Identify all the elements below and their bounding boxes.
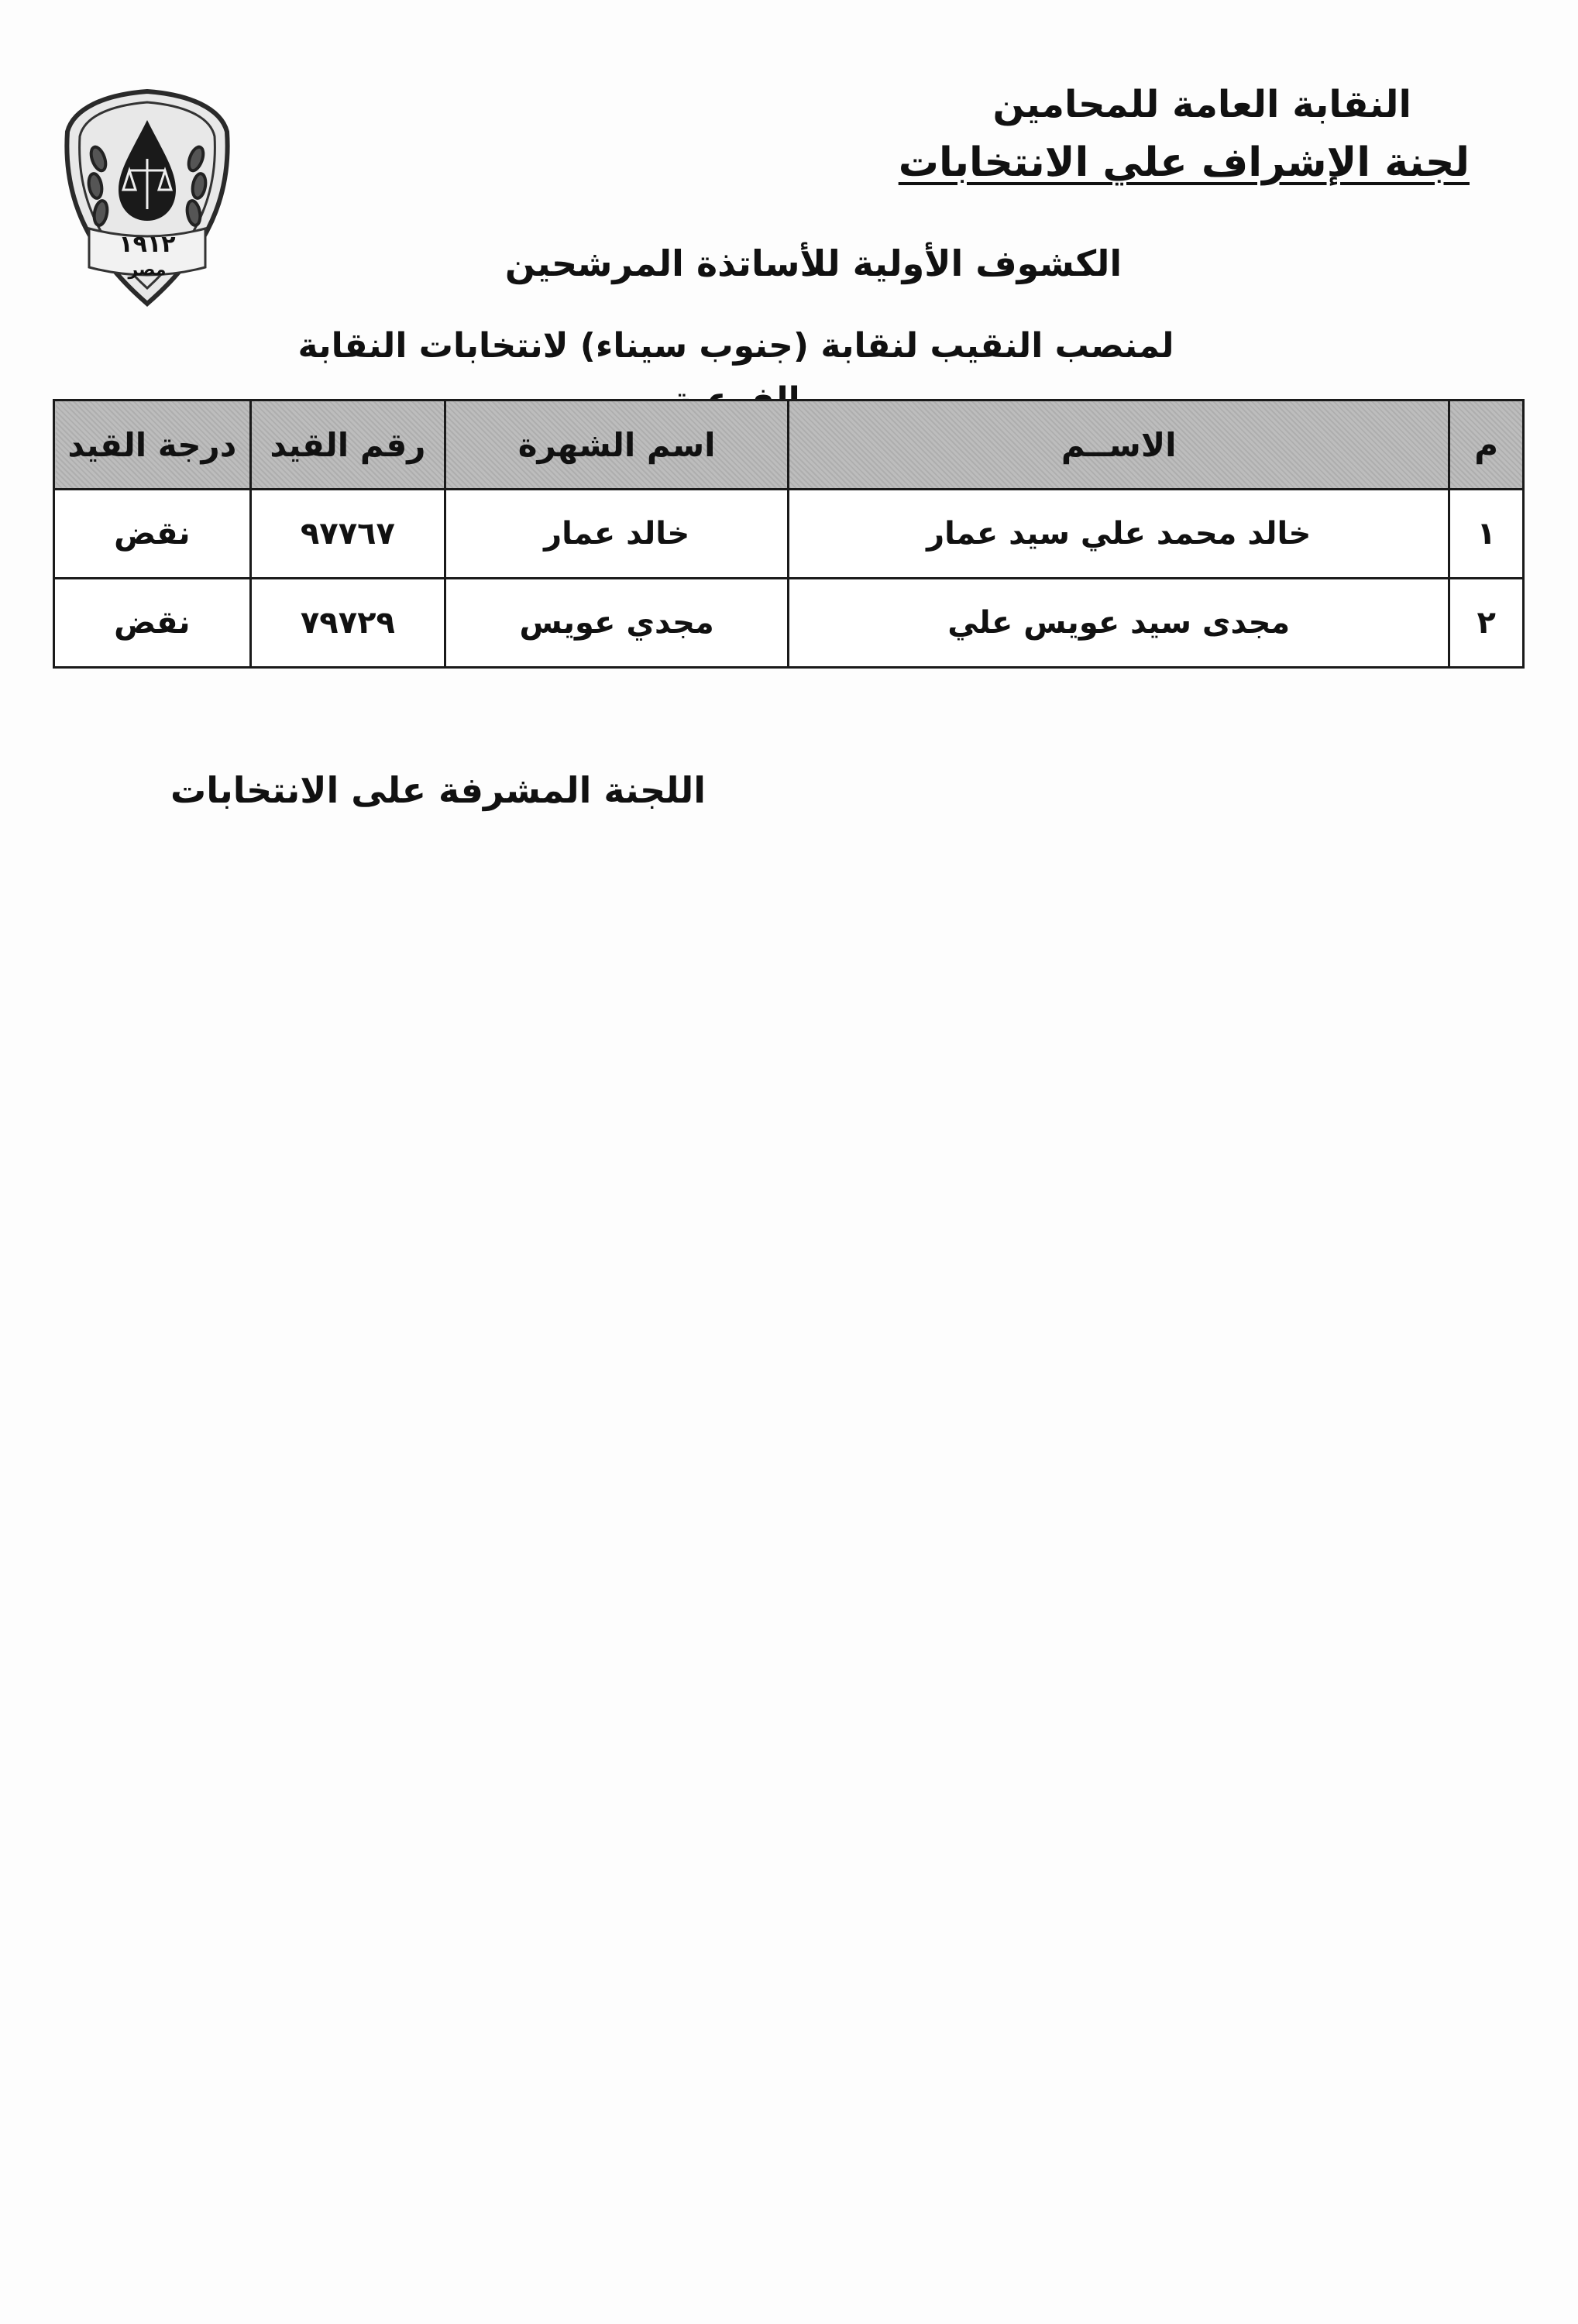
logo-country: مصر bbox=[128, 260, 167, 280]
candidates-table bbox=[53, 399, 1525, 669]
header-number: م bbox=[1449, 401, 1524, 490]
cell-registration-grade: نقض bbox=[54, 579, 251, 668]
cell-name: مجدى سيد عويس علي bbox=[789, 579, 1449, 668]
cell-registration-number: ٧٩٧٢٩ bbox=[250, 579, 445, 668]
header-known-name: اسم الشهرة bbox=[445, 401, 789, 490]
cell-known-name: مجدي عويس bbox=[445, 579, 789, 668]
signature-committee: اللجنة المشرفة على الانتخابات bbox=[170, 769, 706, 811]
cell-number: ٢ bbox=[1449, 579, 1524, 668]
cell-known-name: خالد عمار bbox=[445, 490, 789, 579]
candidates-table-wrapper bbox=[53, 399, 1525, 669]
cell-name: خالد محمد علي سيد عمار bbox=[789, 490, 1449, 579]
document-header bbox=[772, 77, 1470, 194]
bar-association-logo bbox=[58, 85, 236, 310]
table-row bbox=[54, 579, 1524, 668]
document-subtitle: لمنصب النقيب لنقابة (جنوب سيناء) لانتخابات النقابة bbox=[297, 326, 1174, 366]
header-name: الاســم bbox=[789, 401, 1449, 490]
table-header-row bbox=[54, 401, 1524, 490]
cell-registration-grade: نقض bbox=[54, 490, 251, 579]
cell-number: ١ bbox=[1449, 490, 1524, 579]
logo-year: ١٩١٢ bbox=[119, 231, 176, 258]
cell-registration-number: ٩٧٧٦٧ bbox=[250, 490, 445, 579]
table-row bbox=[54, 490, 1524, 579]
document-title: الكشوف الأولية للأساتذة المرشحين bbox=[504, 242, 1122, 284]
header-registration-grade: درجة القيد bbox=[54, 401, 251, 490]
header-registration-number: رقم القيد bbox=[250, 401, 445, 490]
organization-name: النقابة العامة للمحامين bbox=[992, 83, 1411, 126]
committee-name: لجنة الإشراف علي الانتخابات bbox=[898, 139, 1470, 186]
